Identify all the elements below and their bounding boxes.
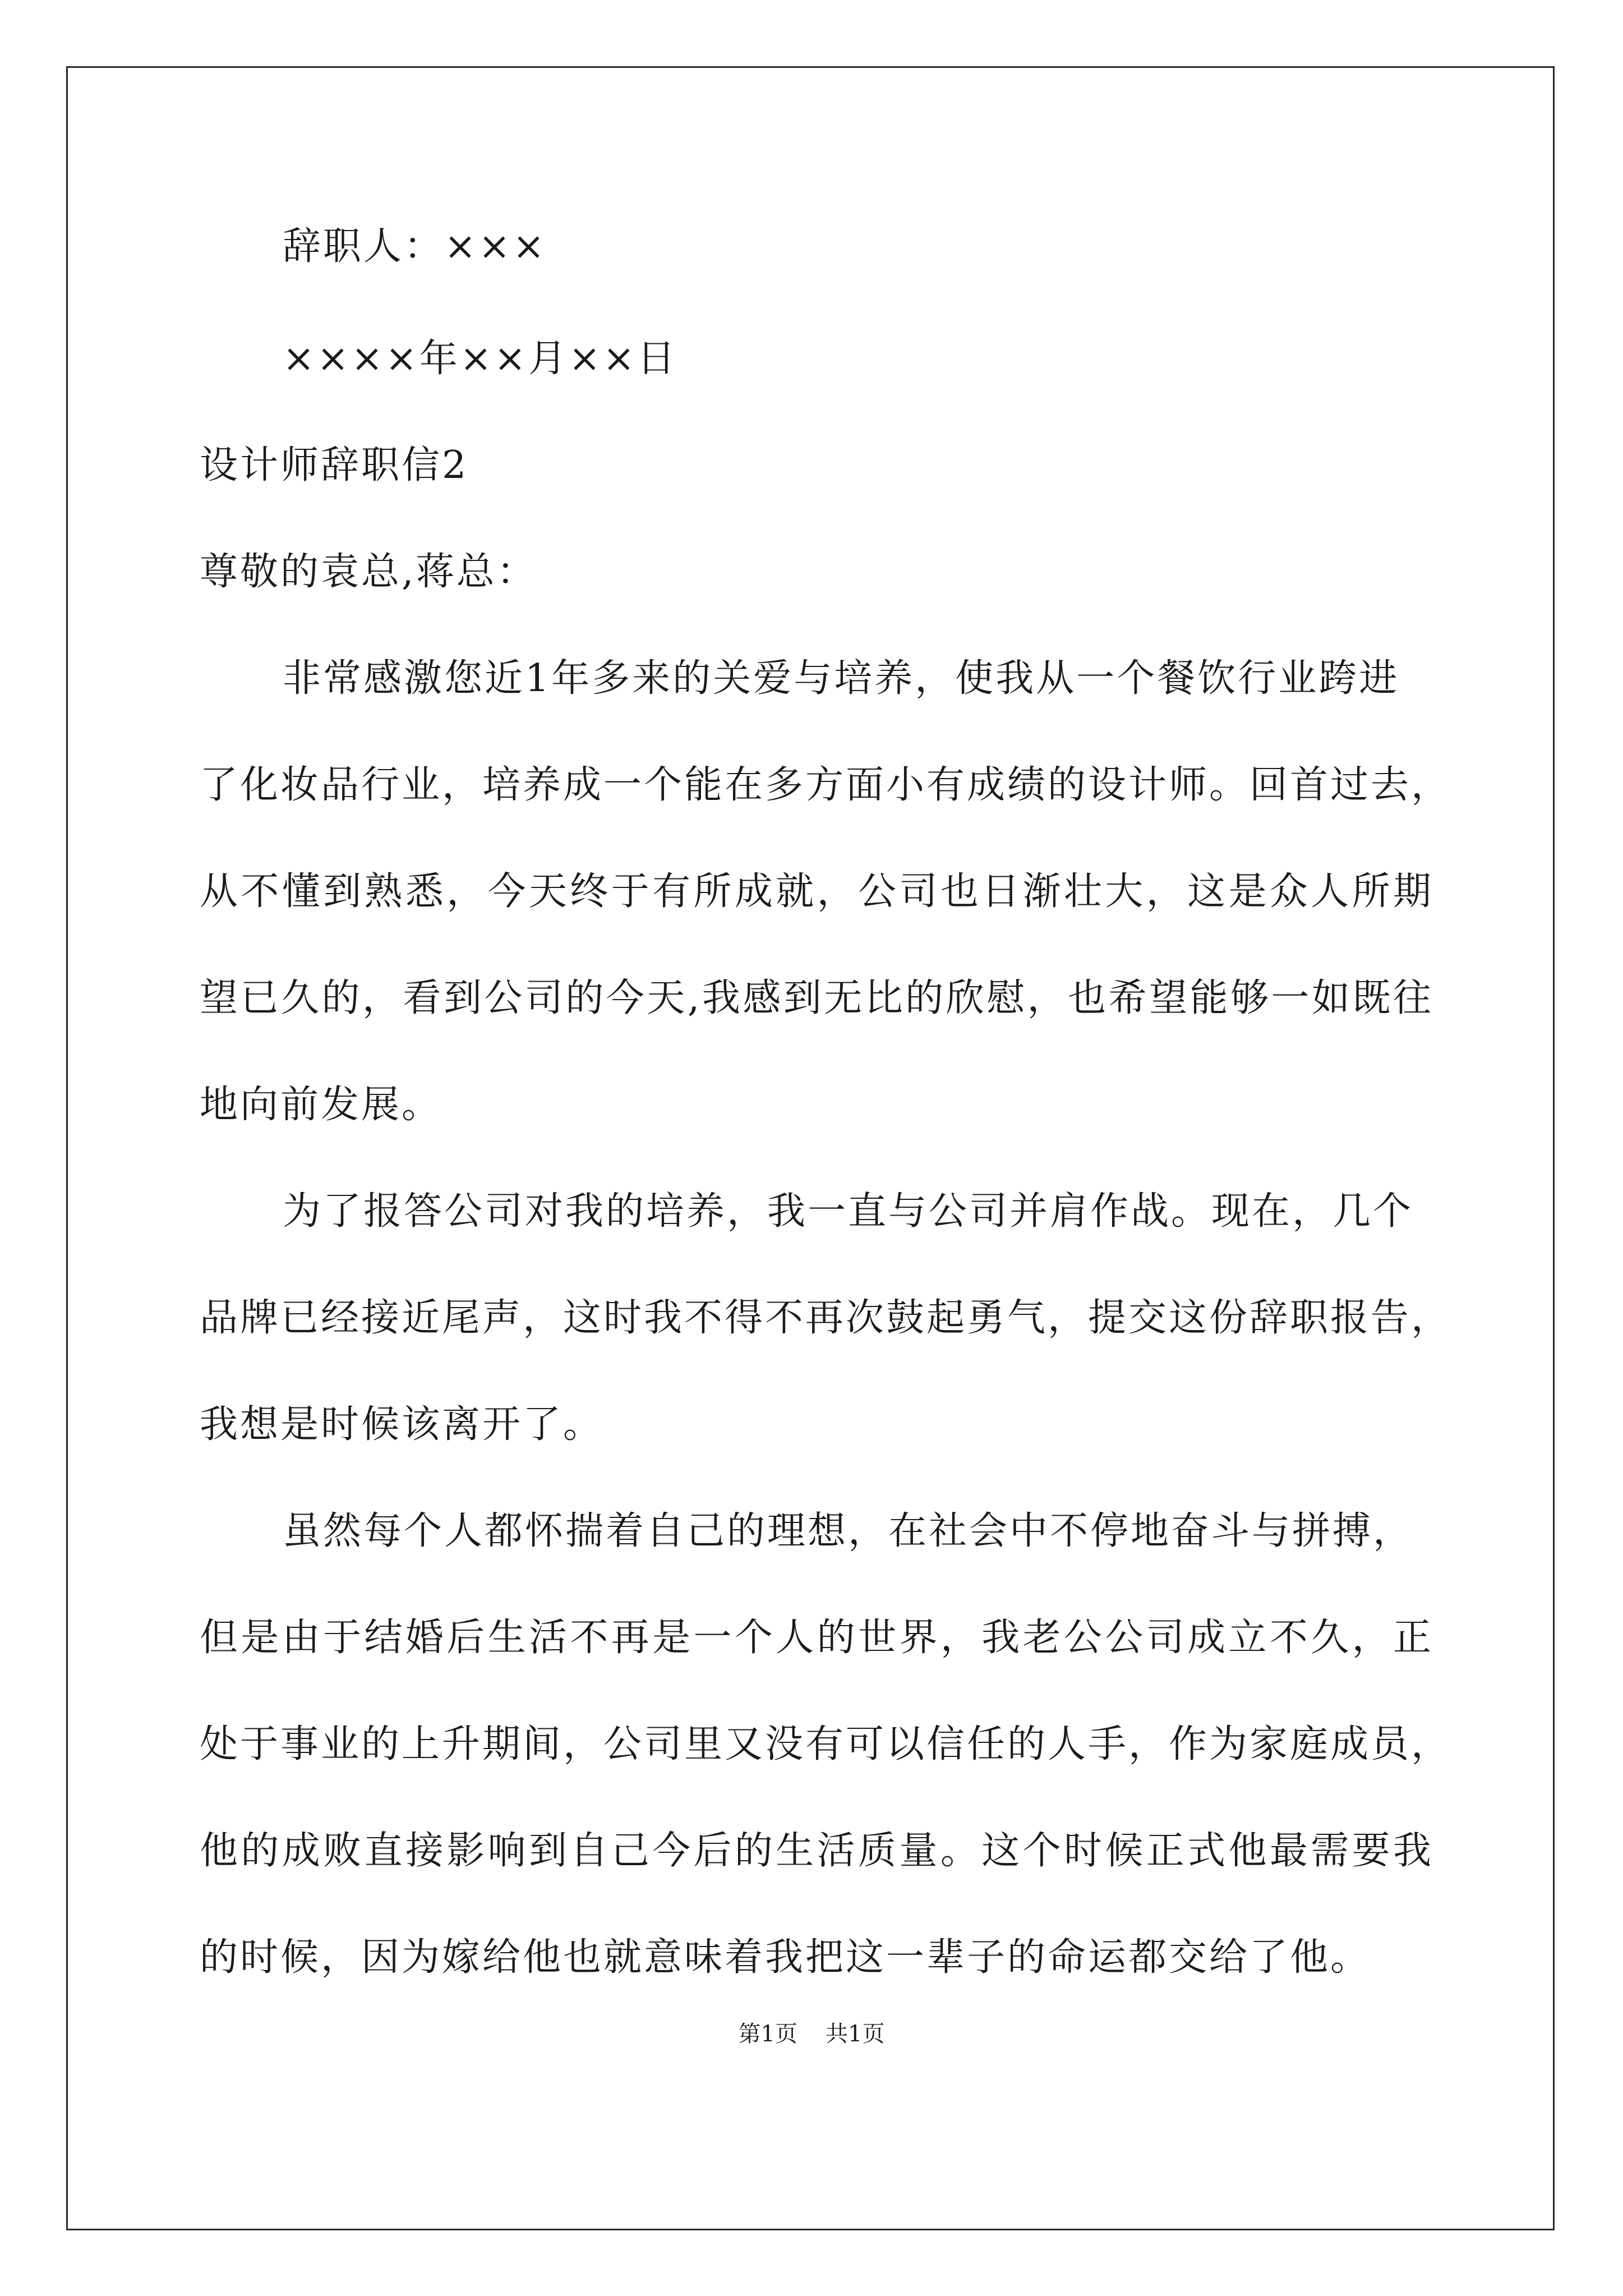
paragraph-line: 但是由于结婚后生活不再是一个人的世界，我老公公司成立不久，正 (200, 1616, 1433, 1660)
paragraph-line: 非常感激您近1年多来的关爱与培养，使我从一个餐饮行业跨进 (283, 656, 1400, 701)
paragraph-line: 的时候，因为嫁给他也就意味着我把这一辈子的命运都交给了他。 (200, 1935, 1371, 1980)
date-line: ××××年××月××日 (283, 337, 677, 381)
salutation: 尊敬的袁总,蒋总： (200, 550, 537, 594)
page-footer (0, 2017, 1623, 2051)
paragraph-line: 望已久的，看到公司的今天,我感到无比的欣慰，也希望能够一如既往 (200, 976, 1433, 1020)
page-border (66, 66, 1555, 2230)
page-number: 第1页 (738, 2021, 797, 2047)
paragraph-line: 他的成败直接影响到自己今后的生活质量。这个时候正式他最需要我 (200, 1829, 1433, 1873)
letter-title: 设计师辞职信2 (200, 443, 469, 487)
paragraph-line: 从不懂到熟悉，今天终于有所成就，公司也日渐壮大，这是众人所期 (200, 869, 1433, 914)
paragraph-line: 我想是时候该离开了。 (200, 1402, 604, 1447)
paragraph-line: 虽然每个人都怀揣着自己的理想，在社会中不停地奋斗与拼搏， (283, 1509, 1414, 1553)
paragraph-line: 为了报答公司对我的培养，我一直与公司并肩作战。现在，几个 (283, 1189, 1414, 1234)
paragraph-line: 了化妆品行业，培养成一个能在多方面小有成绩的设计师。回首过去， (200, 763, 1452, 807)
paragraph-line: 品牌已经接近尾声，这时我不得不再次鼓起勇气，提交这份辞职报告， (200, 1296, 1452, 1340)
paragraph-line: 处于事业的上升期间，公司里又没有可以信任的人手，作为家庭成员， (200, 1722, 1452, 1766)
page-total: 共1页 (826, 2021, 885, 2047)
resigner-line: 辞职人：××× (283, 224, 547, 269)
paragraph-line: 地向前发展。 (200, 1083, 442, 1127)
